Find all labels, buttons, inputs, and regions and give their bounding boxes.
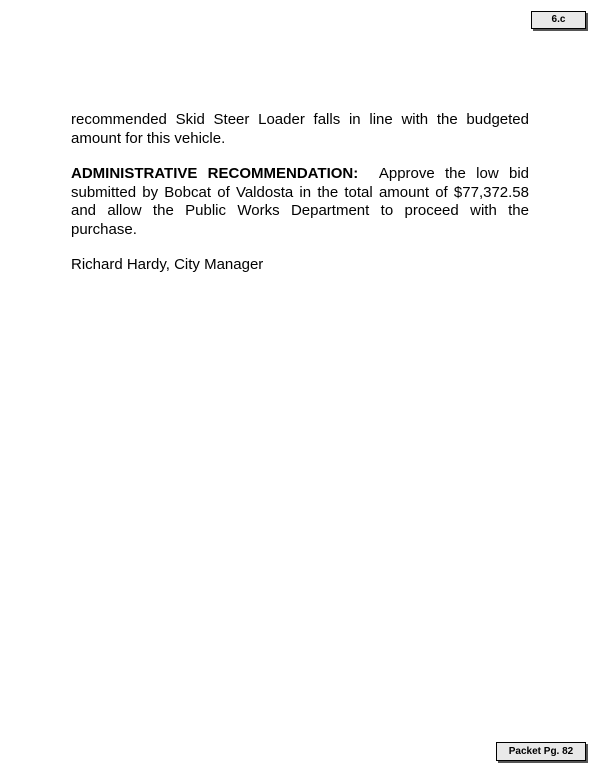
budget-paragraph: recommended Skid Steer Loader falls in line with the budgeted amount for this vehicle. <box>71 111 529 147</box>
recommendation-paragraph <box>71 165 529 239</box>
agenda-item-label: 6.c <box>551 14 566 25</box>
packet-page-tag <box>496 742 586 761</box>
recommendation-text: Approve the low bid submitted by Bobcat of Valdosta in the total amount of $77,372.58 and allow the Public Works Department to proceed with the purchase. <box>71 165 529 238</box>
recommendation-label: ADMINISTRATIVE RECOMMENDATION: <box>71 165 359 182</box>
agenda-item-tag <box>531 11 586 29</box>
signature-line: Richard Hardy, City Manager <box>71 256 264 273</box>
packet-page-label: Packet Pg. 82 <box>508 746 574 757</box>
